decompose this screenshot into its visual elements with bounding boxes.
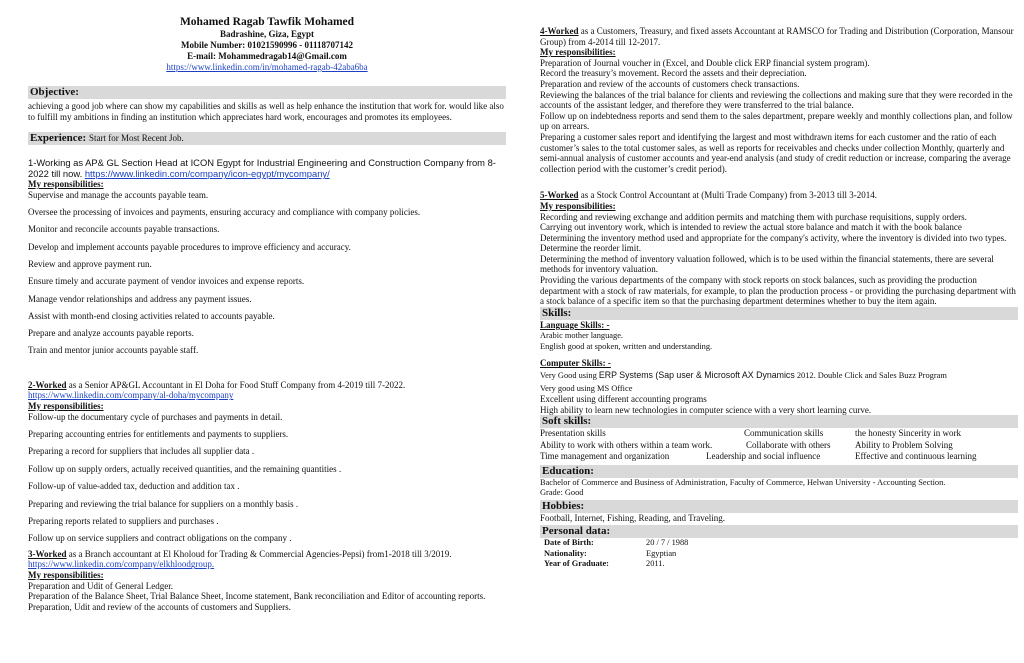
job-4-list (540, 58, 1018, 175)
soft-skills-table (540, 428, 1018, 463)
job-4-resp-title: My responsibilities: (540, 47, 616, 58)
education-grade: Grade: Good (540, 487, 584, 497)
list-item: Monitor and reconcile accounts payable transactions. (28, 224, 220, 235)
job-4-heading: as a Customers, Treasury, and fixed assets Accountant at RAMSCO for Trading and Distribution (Corporation, Mansour Group) from 4-2014 till 12-2017. (540, 26, 1014, 47)
soft-skill: Presentation skills (540, 428, 606, 439)
experience-title: Experience: (30, 132, 87, 145)
email: E-mail: Mohammedragab14@Gmail.com (187, 51, 347, 61)
personal-value: Egyptian (646, 548, 677, 558)
job-1-heading: 1-Working as AP& GL Section Head at ICON Egypt for Industrial Engineering and Construction Company from 8-2022 till now. (28, 157, 496, 180)
job-1 (28, 157, 506, 360)
computer-skill: Excellent using different accounting programs (540, 394, 707, 405)
experience-subtitle: Start for Most Recent Job. (88, 133, 184, 144)
job-2-resp-title: My responsibilities: (28, 400, 104, 411)
list-item: Follow up on service suppliers and contract obligations on the company . (28, 533, 292, 544)
list-item: Recording and reviewing exchange and addition permits and matching them with purchase requisitions, supply orders. (540, 211, 967, 222)
list-item: Record the treasury’s movement. Record the assets and their depreciation. (540, 68, 807, 79)
list-item: Follow-up of value-added tax, deduction and addition tax . (28, 481, 240, 492)
job-3-resp-title: My responsibilities: (28, 569, 104, 580)
list-item: Preparing reports related to suppliers and purchases . (28, 515, 219, 526)
language-skills-title: Language Skills: - (540, 319, 610, 330)
list-item: Preparing a customer sales report and identifying the largest and most withdrawn items for each customer and the ratio of each customer’s sales to the total customer sales, as well as reports for receivables and checks under collection Monthly, quarterly and semi-annual analysis of customer accounts and year-end analysis (and study of credit reduction or increase, comparing the average collection period with the customer’s credit period). (540, 131, 1011, 174)
experience-heading (28, 132, 506, 145)
list-item: Preparation and review of the accounts of customers check transactions. (540, 78, 800, 89)
personal-value: 2011. (646, 559, 665, 569)
personal-data-row (540, 559, 1018, 569)
computer-skill-prefix: Very Good using (540, 371, 599, 381)
job-2-company-link[interactable]: https://www.linkedin.com/company/al-doha/mycompany (28, 390, 234, 401)
language-skill: Arabic mother language. (540, 331, 624, 341)
list-item: Preparation, Udit and review of the accounts of customers and Suppliers. (28, 601, 291, 612)
job-1-company-link[interactable]: https://www.linkedin.com/company/icon-egypt/mycompany/ (84, 168, 330, 180)
computer-skill: Very good using MS Office (540, 384, 633, 394)
job-5-number: 5-Worked (540, 190, 579, 201)
job-2-heading: as a Senior AP&GL Accountant in El Doha for Food Stuff Company from 4-2019 till 7-2022. (66, 379, 406, 390)
resume-header (28, 0, 506, 73)
list-item: Prepare and analyze accounts payable reports. (28, 328, 194, 339)
computer-skill: High ability to learn new technologies in computer science with a very short learning curve. (540, 404, 872, 415)
list-item: Review and approve payment run. (28, 258, 152, 269)
job-2-list (28, 409, 506, 548)
hobbies-heading: Hobbies: (540, 500, 1018, 513)
personal-label: Year of Graduate: (544, 559, 609, 569)
objective-text: achieving a good job where can show my capabilities and skills as well as help enhance the institution that work for. would like also to fulfill my ambitions in finding an institution which appreciates hard work, encourages and promotes its employees. (28, 101, 504, 122)
job-5-resp-title: My responsibilities: (540, 200, 616, 211)
job-4-number: 4-Worked (540, 26, 579, 36)
list-item: Manage vendor relationships and address any payment issues. (28, 293, 252, 304)
list-item: Carrying out inventory work, which is intended to review the actual store balance and match it with the book balance (540, 222, 962, 233)
soft-skill: Effective and continuous learning (855, 451, 977, 462)
hobbies-text: Football, Internet, Fishing, Reading, and Traveling. (540, 512, 725, 523)
computer-skill-erp: ERP Systems (Sap user & Microsoft AX Dynamics (598, 370, 795, 381)
list-item: Develop and implement accounts payable procedures to improve efficiency and accuracy. (28, 241, 351, 252)
computer-skills-title: Computer Skills: - (540, 358, 611, 369)
job-5-list (540, 212, 1018, 307)
job-3-company-link[interactable]: https://www.linkedin.com/company/elkhloodgroup. (28, 559, 215, 570)
soft-skill: Leadership and social influence (706, 451, 821, 462)
soft-skill: Ability to work with others within a team work. (540, 439, 713, 450)
soft-skills-heading: Soft skills: (540, 415, 1018, 428)
soft-skill: Ability to Problem Solving (855, 439, 953, 450)
left-column (28, 0, 506, 612)
job-3-number: 3-Worked (28, 548, 67, 559)
address: Badrashine, Giza, Egypt (219, 29, 314, 39)
personal-data-row (540, 538, 1018, 548)
list-item: Follow up on indebtedness reports and send them to the sales department, prepare weekly and monthly collections plan, and follow up on arrears. (540, 110, 1013, 132)
education-heading: Education: (540, 465, 1018, 478)
personal-label: Nationality: (544, 548, 587, 558)
job-3-heading: as a Branch accountant at El Kholoud for Trading & Commercial Agencies-Pepsi) from1-2018 till 3/2019. (66, 548, 452, 559)
personal-value: 20 / 7 / 1988 (646, 538, 689, 548)
list-item: Supervise and manage the accounts payable team. (28, 189, 209, 200)
mobile-number: Mobile Number: 01021590996 - 01118707142 (181, 40, 353, 50)
list-item: Assist with month-end closing activities related to accounts payable. (28, 310, 275, 321)
list-item: Preparing and reviewing the trial balance for suppliers on a monthly basis . (28, 498, 299, 509)
job-1-resp-title: My responsibilities: (28, 179, 104, 190)
personal-data-heading: Personal data: (540, 525, 1018, 538)
education-text: Bachelor of Commerce and Business of Administration, Faculty of Commerce, Helwan University - Accounting Section. (540, 477, 946, 487)
soft-skill: Time management and organization (540, 451, 670, 462)
computer-skill (540, 369, 1018, 383)
computer-skill-suffix: 2012. Double Click and Sales Buzz Program (794, 371, 947, 381)
soft-skills-row (540, 428, 1018, 440)
language-skill: English good at spoken, written and understanding. (540, 342, 713, 352)
list-item: Preparation of the Balance Sheet, Trial Balance Sheet, Income statement, Bank reconciliation and Editor of accounting reports. (28, 591, 486, 602)
list-item: Determining the inventory method used and appropriate for the company's activity, where the inventory is divided into two types. (540, 232, 1007, 243)
list-item: Providing the various departments of the company with stock reports on stock balances, such as providing the production department with a stock of raw materials, for example, to plan the production process - or providing the purchasing department with a stock balance of a specific item so that the purchasing department determines whether to buy the item again. (540, 275, 1016, 307)
list-item: Follow-up the documentary cycle of purchases and payments in detail. (28, 411, 283, 422)
linkedin-profile-link[interactable]: https://www.linkedin.com/in/mohamed-ragab-42aba6ba (166, 62, 368, 72)
soft-skill: Communication skills (744, 428, 824, 439)
skills-heading: Skills: (540, 307, 1018, 320)
personal-data-row (540, 549, 1018, 559)
soft-skills-row (540, 440, 1018, 452)
job-1-list (28, 187, 506, 360)
soft-skills-row (540, 451, 1018, 463)
right-column (540, 0, 1018, 570)
list-item: Preparing accounting entries for entitlements and payments to suppliers. (28, 428, 289, 439)
list-item: Determining the method of inventory valuation followed, which is to be used within the financial statements, there are several methods for inventory valuation. (540, 253, 994, 275)
objective-heading: Objective: (28, 86, 506, 99)
job-3 (28, 549, 506, 613)
job-4 (540, 26, 1018, 174)
job-5 (540, 190, 1018, 307)
job-2-number: 2-Worked (28, 379, 67, 390)
list-item: Preparing a record for suppliers that includes all supplier data . (28, 446, 255, 457)
list-item: Ensure timely and accurate payment of vendor invoices and expense reports. (28, 276, 305, 287)
soft-skill: the honesty Sincerity in work (855, 428, 961, 439)
list-item: Reviewing the balances of the trial balance for clients and reviewing the collections and making sure that they were recorded in the accounts of the assistant ledger, and therefore they were transferred to the trial balance. (540, 89, 1013, 111)
job-5-heading: as a Stock Control Accountant at (Multi Trade Company) from 3-2013 till 3-2014. (578, 190, 877, 201)
list-item: Oversee the processing of invoices and payments, ensuring accuracy and compliance with company policies. (28, 207, 421, 218)
list-item: Preparation and Udit of General Ledger. (28, 580, 173, 591)
list-item: Determine the reorder limit. (540, 243, 641, 254)
soft-skill: Collaborate with others (746, 439, 831, 450)
list-item: Preparation of Journal voucher in (Excel, and Double click ERP financial system program). (540, 57, 870, 68)
job-2 (28, 380, 506, 548)
list-item: Follow up on supply orders, actually received quantities, and the remaining quantities . (28, 463, 342, 474)
job-3-list (28, 581, 506, 613)
personal-label: Date of Birth: (544, 538, 594, 548)
list-item: Train and mentor junior accounts payable staff. (28, 345, 199, 356)
candidate-name: Mohamed Ragab Tawfik Mohamed (179, 16, 355, 28)
